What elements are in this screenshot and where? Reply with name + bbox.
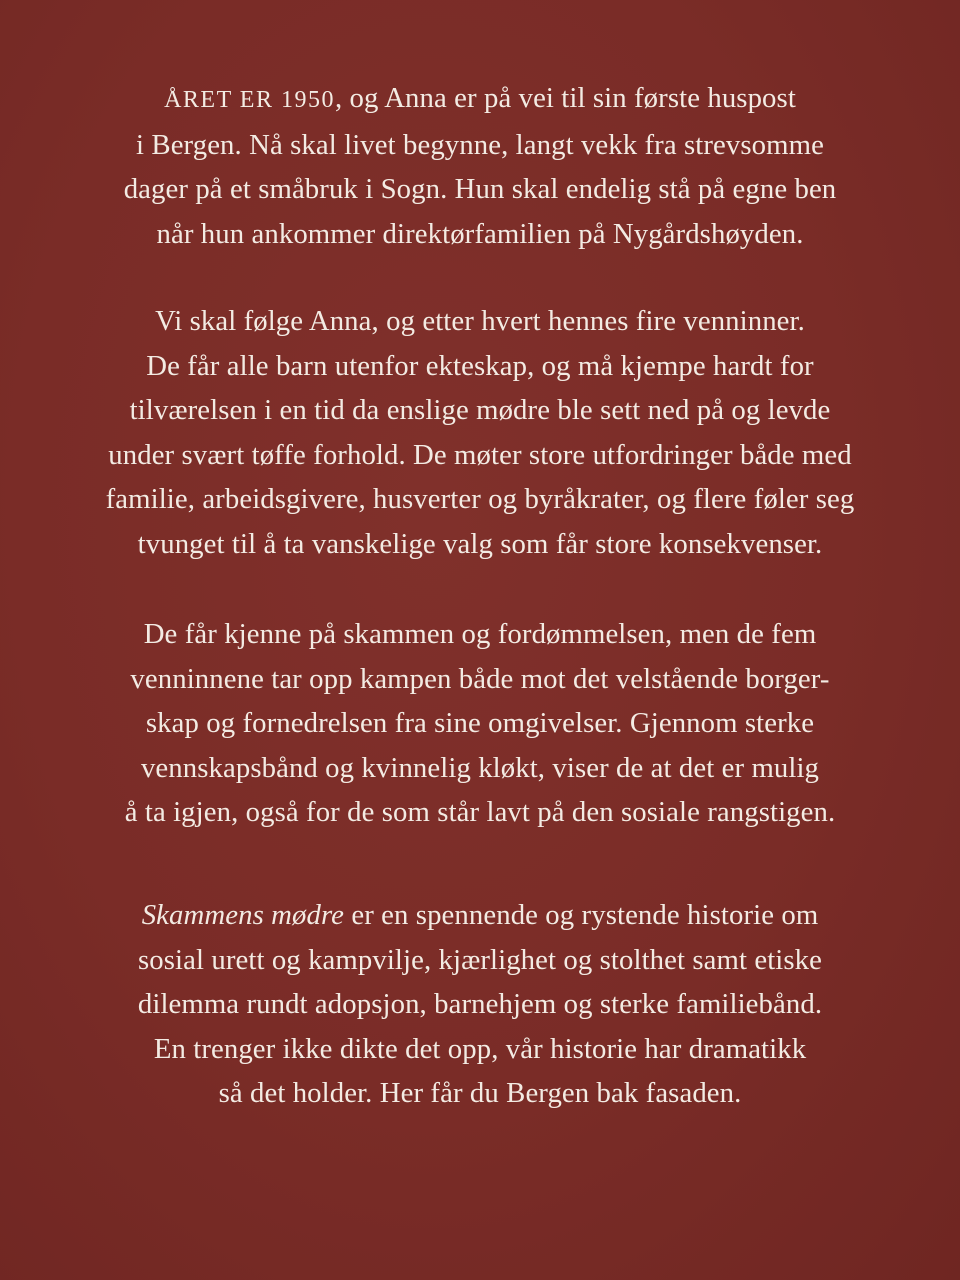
blurb-line: venninnene tar opp kampen både mot det velstående borger- xyxy=(130,662,830,695)
blurb-line: familie, arbeidsgivere, husverter og byråkrater, og flere føler seg xyxy=(105,483,855,515)
book-title-italic: Skammens mødre xyxy=(141,899,345,931)
blurb-line: tilværelsen i en tid da enslige mødre ble sett ned på og levde xyxy=(129,394,831,426)
blurb-paragraph-3 xyxy=(0,612,960,835)
blurb-opening-smallcaps: ÅRET ER 1950 xyxy=(164,87,335,113)
blurb-line: vennskapsbånd og kvinnelig kløkt, viser de at det er mulig xyxy=(140,751,820,784)
blurb-line: dilemma rundt adopsjon, barnehjem og sterke familiebånd. xyxy=(137,988,823,1020)
blurb-line: En trenger ikke dikte det opp, vår historie har dramatikk xyxy=(153,1032,807,1065)
blurb-line: De får kjenne på skammen og fordømmelsen, men de fem xyxy=(143,618,817,650)
blurb-line xyxy=(0,76,960,123)
blurb-line: skap og fornedrelsen fra sine omgivelser. Gjennom sterke xyxy=(145,707,815,739)
blurb-line: De får alle barn utenfor ekteskap, og må kjempe hardt for xyxy=(146,349,814,382)
blurb-line: Vi skal følge Anna, og etter hvert hennes fire venninner. xyxy=(155,305,805,337)
blurb-line-text: , og Anna er på vei til sin første huspost xyxy=(334,82,796,114)
blurb-line: under svært tøffe forhold. De møter store utfordringer både med xyxy=(108,438,852,471)
blurb-line: dager på et småbruk i Sogn. Hun skal endelig stå på egne ben xyxy=(123,173,837,205)
blurb-line xyxy=(0,893,960,938)
blurb-line: i Bergen. Nå skal livet begynne, langt vekk fra strevsomme xyxy=(136,128,824,161)
blurb-paragraph-4 xyxy=(0,893,960,1116)
blurb-line-text: er en spennende og rystende historie om xyxy=(344,899,819,931)
blurb-line: sosial urett og kampvilje, kjærlighet og stolthet samt etiske xyxy=(137,943,823,976)
blurb-paragraph-1 xyxy=(0,76,960,256)
blurb-line: å ta igjen, også for de som står lavt på den sosiale rangstigen. xyxy=(124,796,836,828)
blurb-line: så det holder. Her får du Bergen bak fasaden. xyxy=(218,1077,742,1109)
blurb-line: når hun ankommer direktørfamilien på Nygårdshøyden. xyxy=(156,217,804,250)
blurb-paragraph-2 xyxy=(0,299,960,566)
blurb-line: tvunget til å ta vanskelige valg som får store konsekvenser. xyxy=(137,527,823,560)
